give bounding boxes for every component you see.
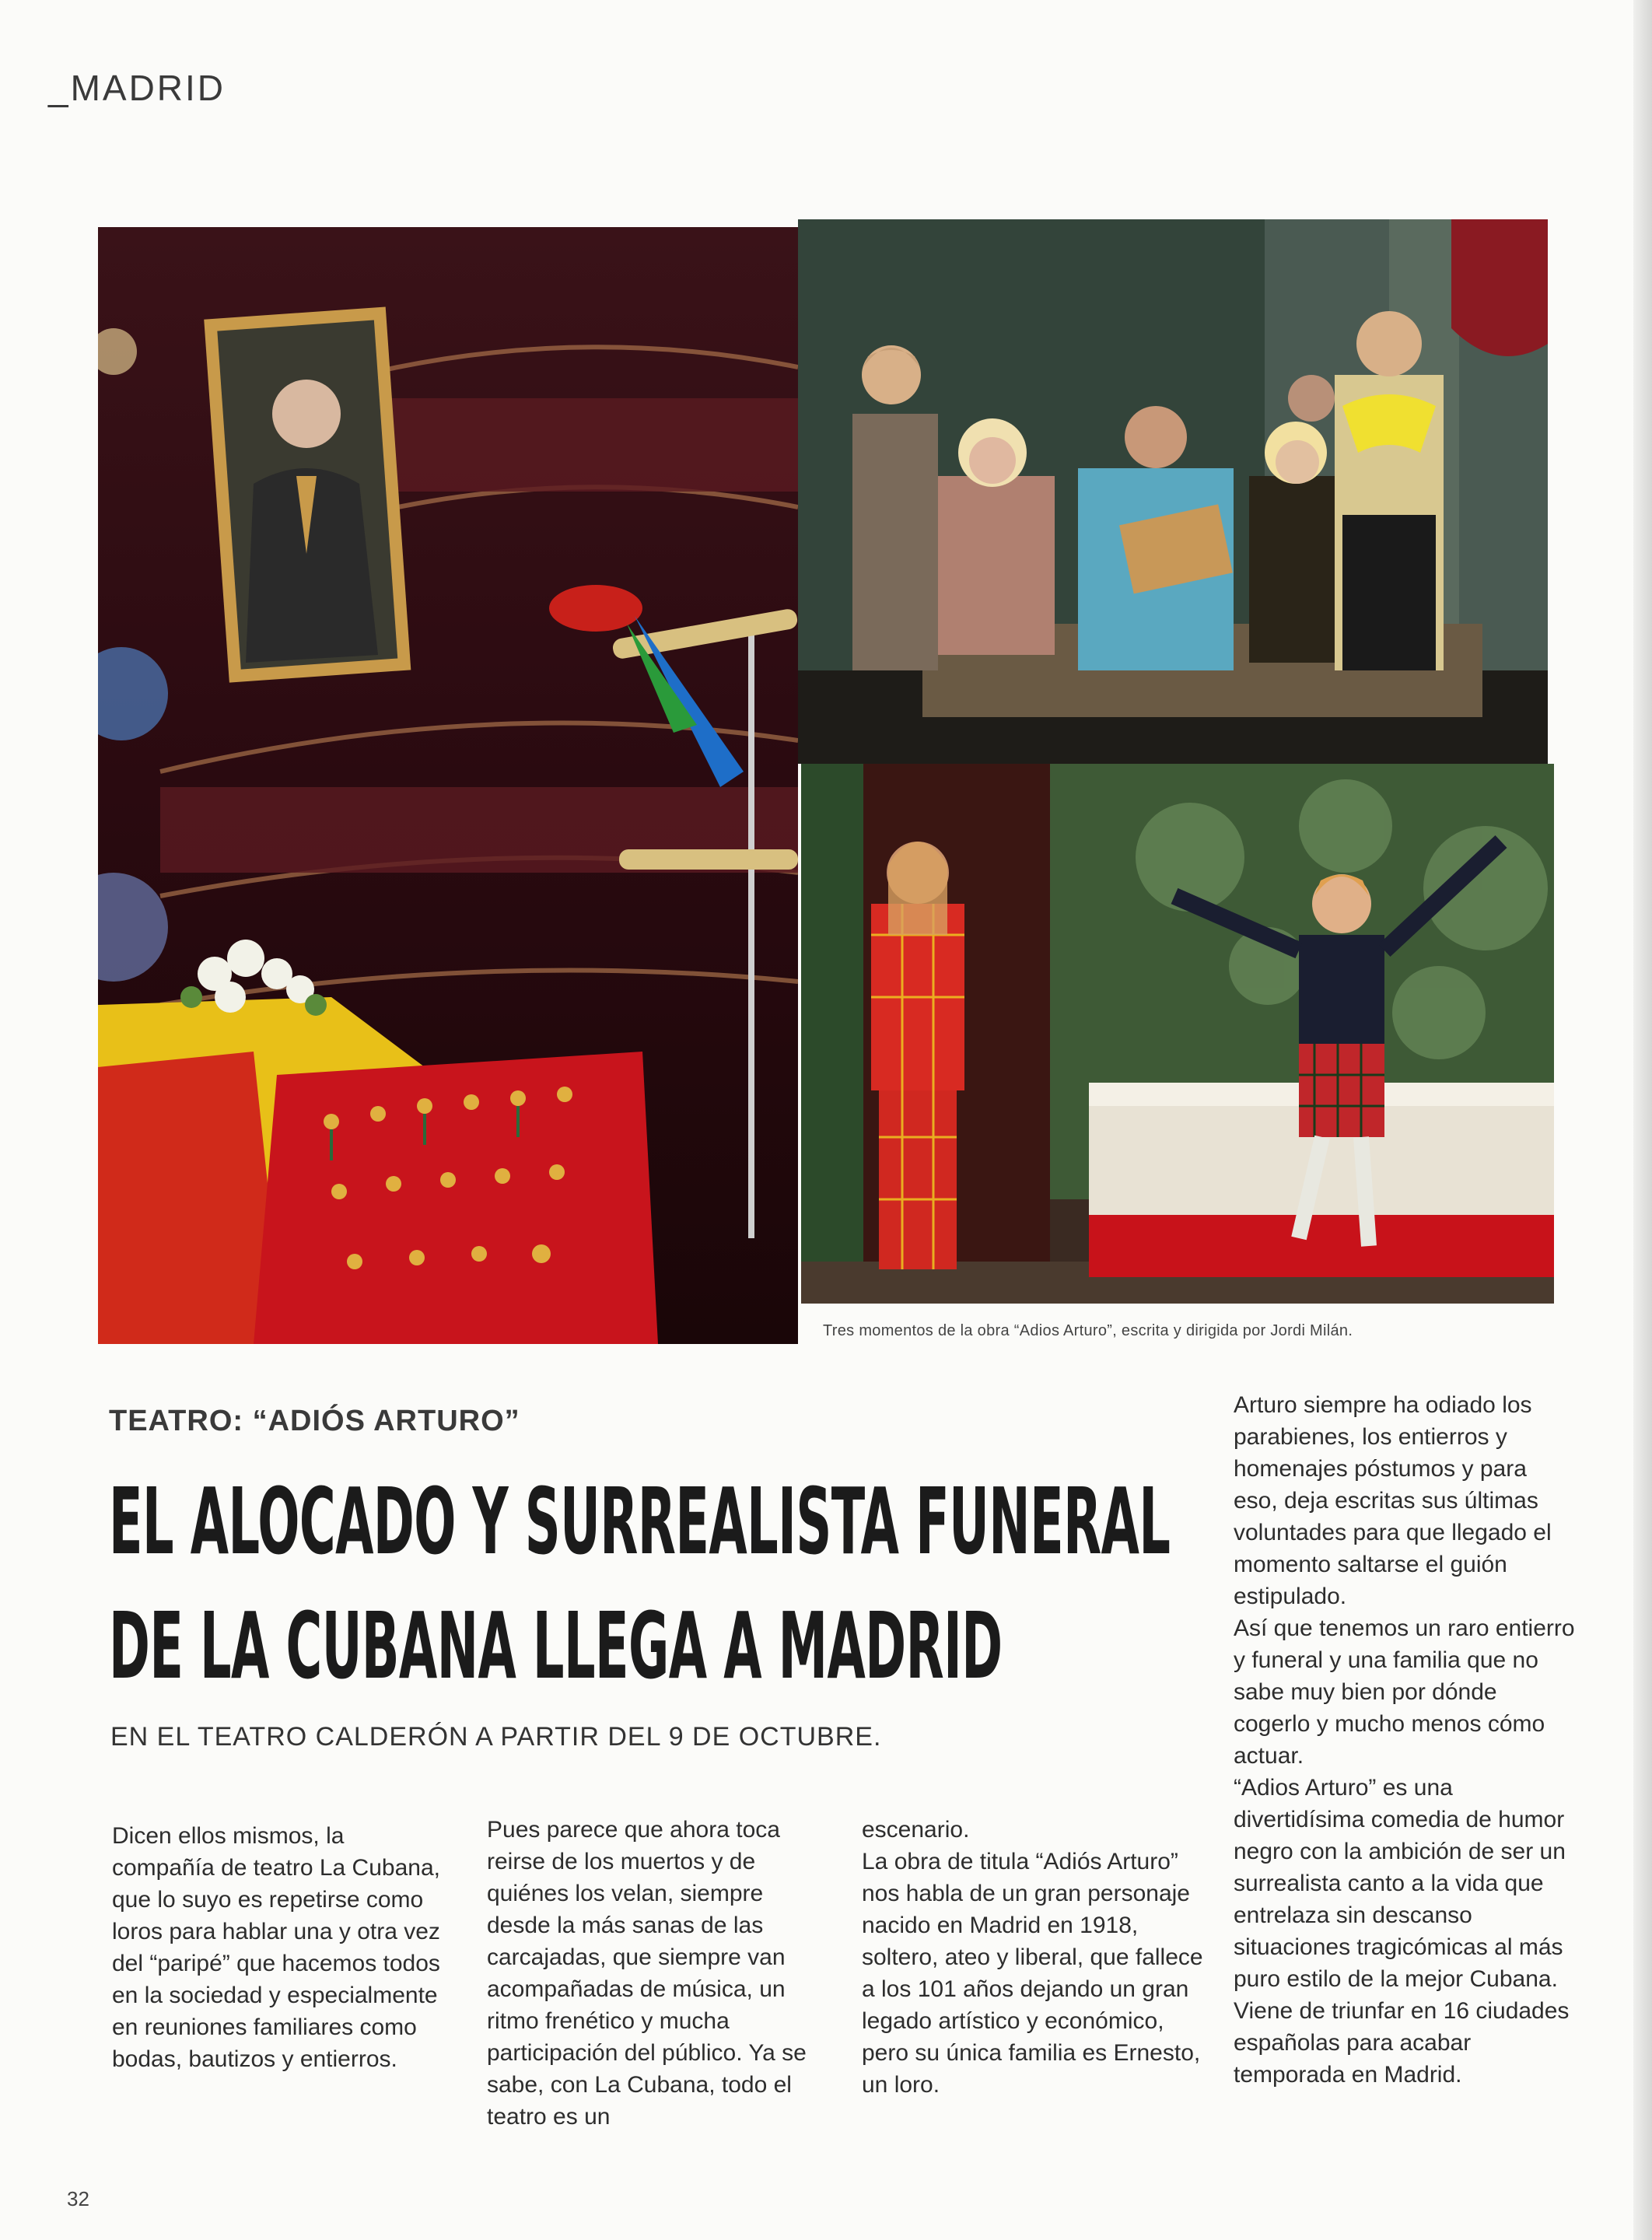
- photo-funeral-stage: [98, 227, 798, 1344]
- body-column-1: [112, 1820, 446, 2075]
- body-paragraph: Pues parece que ahora toca reirse de los muertos y de quiénes los velan, siempre desde la más sanas de las carcajadas, que siempre van acompañadas de música, un ritmo frenético y mucha participación del público. Ya se sabe, con La Cubana, todo el teatro es un: [487, 1817, 807, 2130]
- body-paragraph: Arturo siempre ha odiado los parabienes, los entierros y homenajes póstumos y para eso, deja escritas sus últimas voluntades para que llegado el momento saltarse el guión estipulado.: [1234, 1392, 1552, 1609]
- body-paragraph: Dicen ellos mismos, la compañía de teatro La Cubana, que lo suyo es repetirse como loros para hablar una y otra vez del “paripé” que hacemos todos en la sociedad y especialmente en reuniones familiares como bodas, bautizos y entierros.: [112, 1823, 440, 2072]
- body-paragraph: escenario.: [862, 1817, 970, 1843]
- photo-tartan-scene: [801, 764, 1554, 1304]
- headline-line-2: DE LA CUBANA LLEGA A MADRID: [109, 1592, 1003, 1699]
- page-number: 32: [67, 2187, 89, 2210]
- body-column-4: [1234, 1389, 1576, 2091]
- headline-line-1: EL ALOCADO Y SURREALISTA FUNERAL: [109, 1468, 1171, 1575]
- body-column-2: [487, 1814, 821, 2133]
- body-paragraph: “Adios Arturo” es una divertidísima comedia de humor negro con la ambición de ser un surrealista canto a la vida que entrelaza sin descanso situaciones tragicómicas al más puro estilo de la mejor Cubana. Viene de triunfar en 16 ciudades españolas para acabar temporada en Madrid.: [1234, 1775, 1570, 2088]
- article-headline: [109, 1459, 1171, 1708]
- article-subhead: EN EL TEATRO CALDERÓN A PARTIR DEL 9 DE OCTUBRE.: [110, 1722, 882, 1752]
- photo-caption: Tres momentos de la obra “Adios Arturo”, escrita y dirigida por Jordi Milán.: [823, 1322, 1353, 1339]
- photo-family-reading: [798, 219, 1548, 764]
- body-column-3: [862, 1814, 1204, 2101]
- body-paragraph: Así que tenemos un raro entierro y funeral y una familia que no sabe muy bien por dónde cogerlo y mucho menos cómo actuar.: [1234, 1615, 1575, 1769]
- article-kicker: TEATRO: “ADIÓS ARTURO”: [109, 1405, 520, 1437]
- body-paragraph: La obra de titula “Adiós Arturo” nos habla de un gran personaje nacido en Madrid en 1918, soltero, ateo y liberal, que fallece a los 101 años dejando un gran legado artístico y económico, pero su única familia es Ernesto, un loro.: [862, 1849, 1203, 2098]
- section-label: _MADRID: [48, 68, 226, 108]
- page-edge: [1633, 0, 1652, 2240]
